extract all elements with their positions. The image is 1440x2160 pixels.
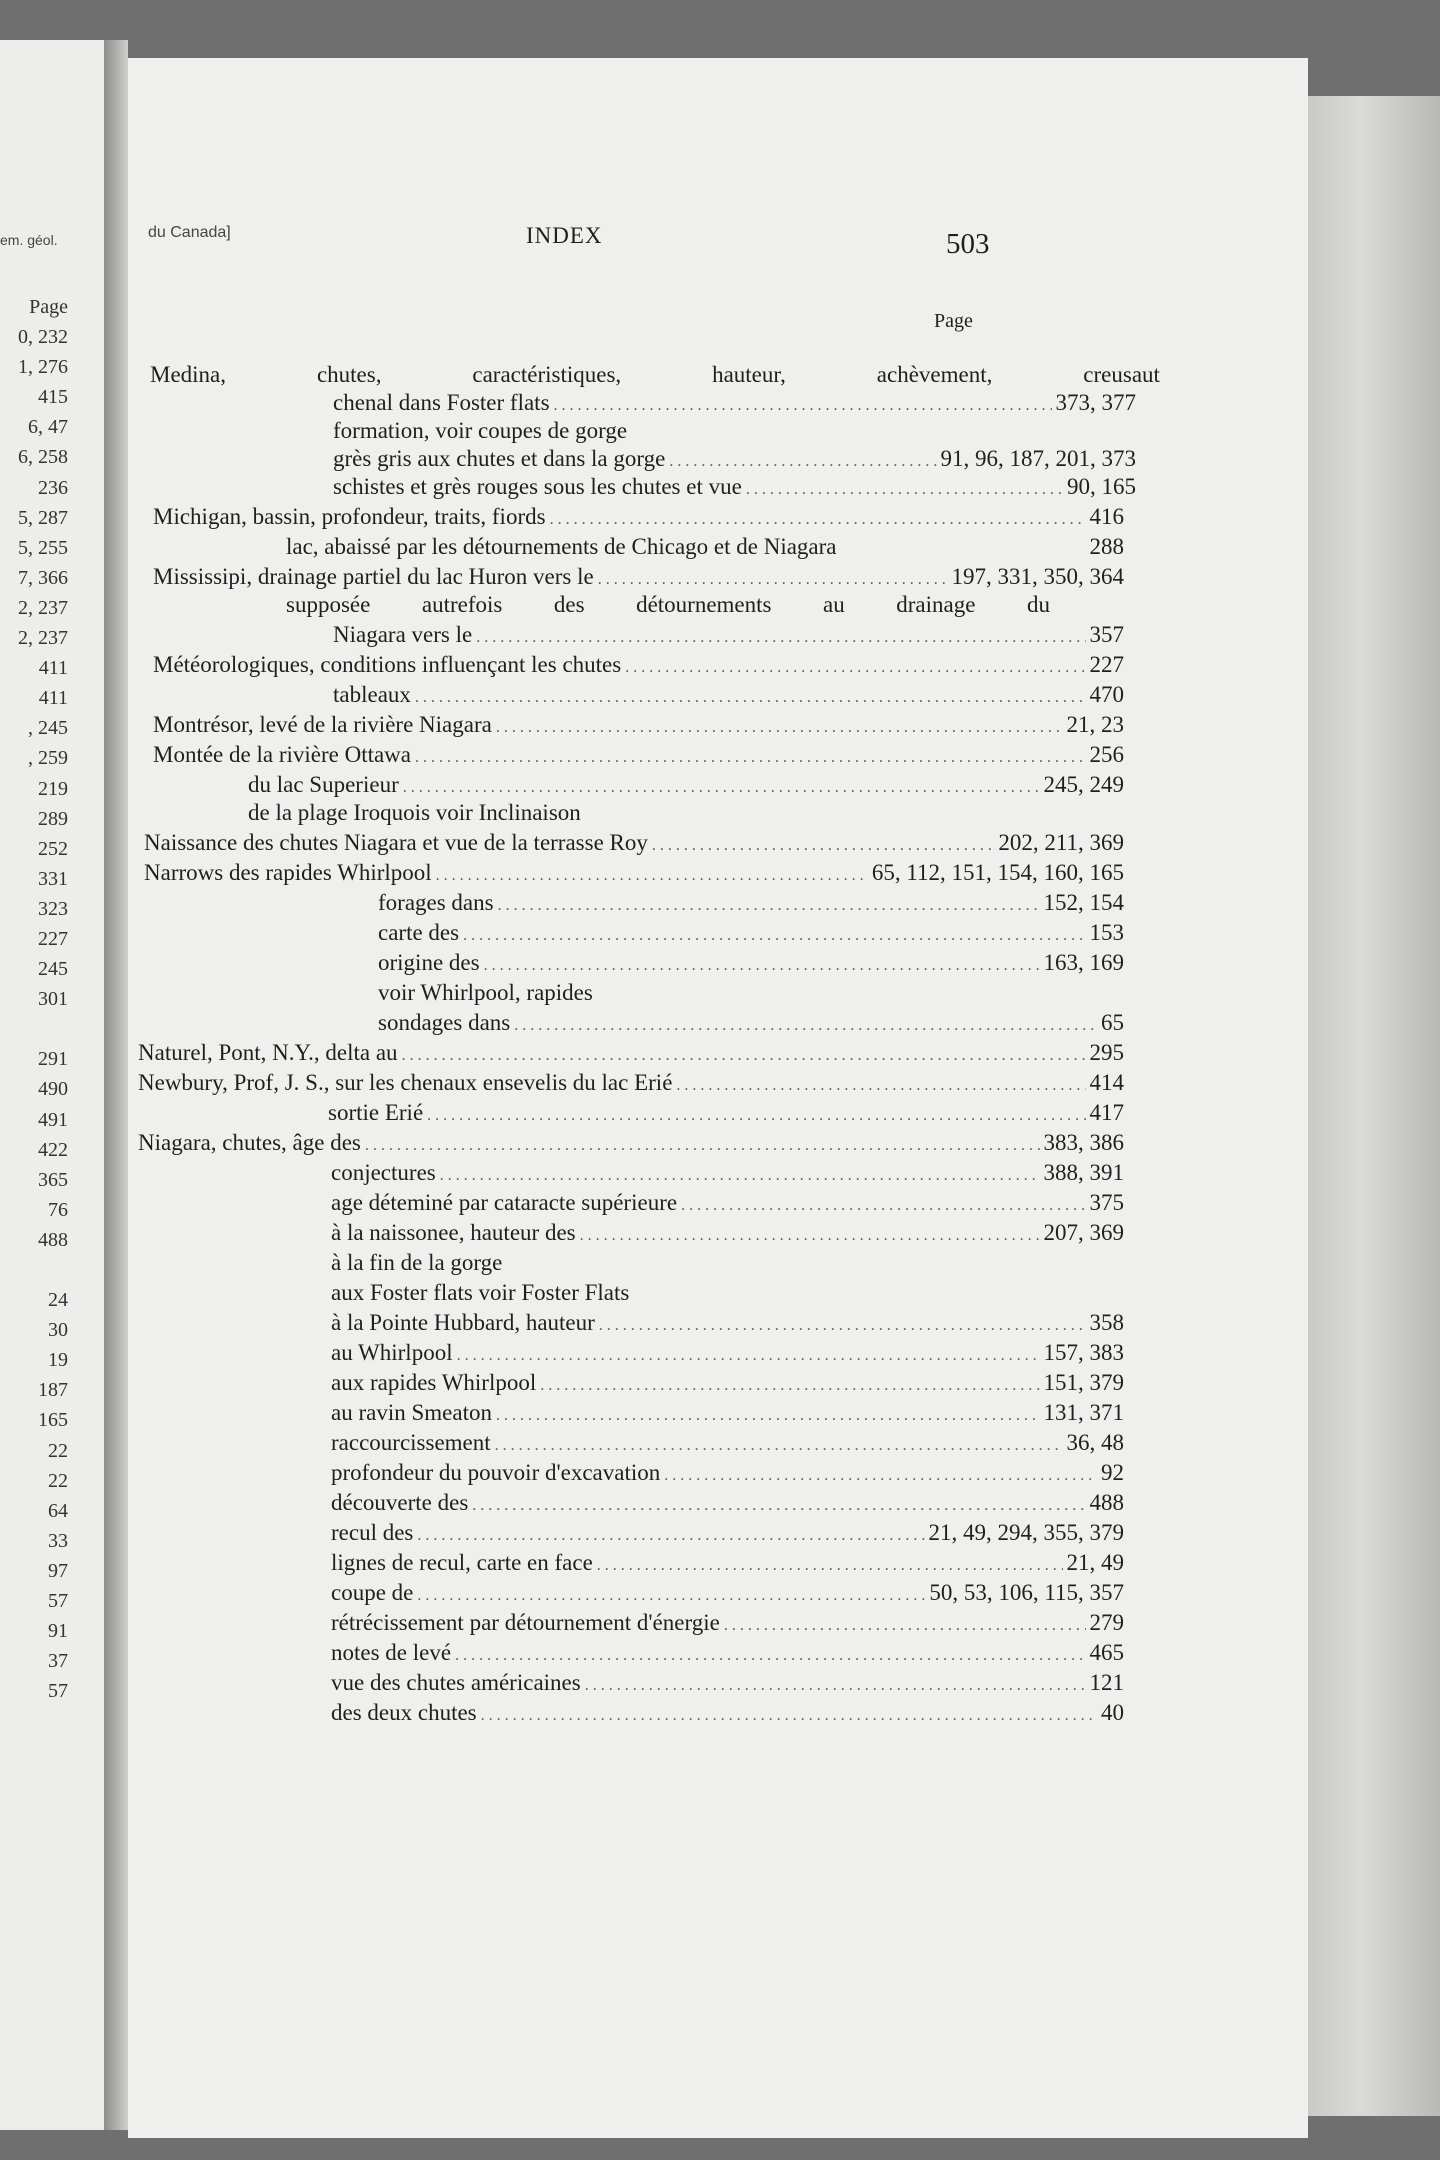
facing-page-number: 291 (38, 1048, 68, 1071)
facing-page-number: 490 (38, 1078, 68, 1101)
dot-leader (463, 921, 1085, 951)
facing-page-number: 6, 258 (18, 446, 68, 469)
facing-page-number: 331 (38, 867, 68, 890)
dot-leader (455, 1641, 1085, 1671)
index-entry (138, 1068, 1124, 1098)
index-entry-term: Narrows des rapides Whirlpool (144, 860, 432, 885)
index-entry (153, 650, 1124, 680)
index-entry (248, 798, 1124, 828)
facing-page-number: 76 (48, 1198, 68, 1221)
index-entry-pages: 197, 331, 350, 364 (951, 564, 1124, 589)
index-entry-pages: 36, 48 (1066, 1430, 1124, 1455)
facing-page-number: 97 (48, 1559, 68, 1582)
index-entry (331, 1428, 1124, 1458)
index-entry (378, 1008, 1124, 1038)
index-entry-term: à la fin de la gorge (331, 1250, 503, 1275)
index-entry-pages: 470 (1089, 682, 1124, 707)
facing-page-number: 57 (48, 1680, 68, 1703)
dot-leader (599, 1311, 1086, 1341)
index-entry-pages: 21, 49 (1066, 1550, 1124, 1575)
index-entry-term: à la Pointe Hubbard, hauteur (331, 1310, 595, 1335)
index-entry-term: raccourcissement (331, 1430, 491, 1455)
dot-leader (436, 861, 868, 891)
index-entry (333, 388, 1136, 418)
index-entry-term: profondeur du pouvoir d'excavation (331, 1460, 661, 1485)
facing-page-number: 30 (48, 1319, 68, 1342)
index-entry (331, 1488, 1124, 1518)
index-entry (333, 416, 1136, 446)
facing-page-number: 24 (48, 1289, 68, 1312)
facing-page-number: 57 (48, 1590, 68, 1613)
dot-leader (496, 713, 1063, 743)
facing-page-number: 165 (38, 1409, 68, 1432)
index-entry (333, 680, 1124, 710)
dot-leader (427, 1101, 1085, 1131)
index-page (128, 58, 1308, 2138)
index-entry (286, 532, 1124, 562)
index-entry (378, 888, 1124, 918)
index-entry-term: conjectures (331, 1160, 436, 1185)
index-entry-term: origine des (378, 950, 480, 975)
facing-page-number: 301 (38, 988, 68, 1011)
index-entry-pages: 202, 211, 369 (998, 830, 1124, 855)
index-entry (138, 1038, 1124, 1068)
index-entry-term: Montrésor, levé de la rivière Niagara (153, 712, 492, 737)
running-head-left: du Canada] (148, 224, 231, 241)
index-entry-term: coupe de (331, 1580, 414, 1605)
index-entry-term: age déteminé par cataracte supérieure (331, 1190, 678, 1215)
index-entry-pages: 388, 391 (1043, 1160, 1124, 1185)
facing-page-number (18, 1255, 68, 1285)
index-entry (153, 502, 1124, 532)
dot-leader (498, 891, 1040, 921)
index-entry (331, 1308, 1124, 1338)
facing-page-page-numbers (18, 296, 68, 1706)
page-title: INDEX (526, 223, 603, 248)
index-entry (331, 1158, 1124, 1188)
index-entry-term: lac, abaissé par les détournements de Chicago et de Niagara (286, 534, 837, 559)
dot-leader (580, 1221, 1040, 1251)
index-entry (144, 858, 1124, 888)
facing-page-header: em. géol. (0, 232, 58, 248)
dot-leader (724, 1611, 1086, 1641)
facing-page-number: 289 (38, 807, 68, 830)
index-entry (331, 1248, 1124, 1278)
index-entry-term: Niagara, chutes, âge des (138, 1130, 361, 1155)
index-entry-pages: 153 (1089, 920, 1124, 945)
facing-page-number: 491 (38, 1108, 68, 1131)
dot-leader (481, 1701, 1097, 1731)
index-entry-term: à la naissonee, hauteur des (331, 1220, 576, 1245)
index-entry-pages: 358 (1089, 1310, 1124, 1335)
dot-leader (514, 1011, 1097, 1041)
dot-leader (495, 1431, 1063, 1461)
index-entry (286, 590, 1050, 620)
index-entry-term: grès gris aux chutes et dans la gorge (333, 446, 666, 471)
dot-leader (417, 1521, 924, 1551)
facing-page-number: 7, 366 (18, 566, 68, 589)
facing-page-number: 19 (48, 1349, 68, 1372)
index-entry (331, 1338, 1124, 1368)
index-entry (331, 1458, 1124, 1488)
page-column-label: Page (934, 310, 973, 332)
index-entry-term: carte des (378, 920, 460, 945)
index-entry (331, 1218, 1124, 1248)
index-entry-term: de la plage Iroquois voir Inclinaison (248, 800, 581, 825)
index-entry (333, 472, 1136, 502)
index-entry (153, 562, 1124, 592)
facing-page-number: 323 (38, 897, 68, 920)
index-entry (331, 1578, 1124, 1608)
index-entry-pages: 157, 383 (1043, 1340, 1124, 1365)
facing-page-number: 33 (48, 1529, 68, 1552)
facing-page-number: 252 (38, 837, 68, 860)
dot-leader (597, 1551, 1063, 1581)
dot-leader (402, 1041, 1086, 1071)
index-entry (331, 1698, 1124, 1728)
index-entry (150, 360, 1160, 390)
facing-page-number: 236 (38, 476, 68, 499)
dot-leader (415, 683, 1086, 713)
dot-leader (440, 1161, 1040, 1191)
index-entry-pages: 256 (1089, 742, 1124, 767)
dot-leader (476, 623, 1085, 653)
index-entry (331, 1518, 1124, 1548)
index-entry-term: Niagara vers le (333, 622, 473, 647)
dot-leader (625, 653, 1085, 683)
index-entry (153, 710, 1124, 740)
index-entry-term: aux rapides Whirlpool (331, 1370, 537, 1395)
facing-page-number: 365 (38, 1168, 68, 1191)
index-entry-pages: 488 (1089, 1490, 1124, 1515)
dot-leader (415, 743, 1086, 773)
index-entry-pages: 131, 371 (1043, 1400, 1124, 1425)
facing-page-number: 245 (38, 958, 68, 981)
page-number: 503 (946, 228, 990, 260)
book-gutter (104, 40, 128, 2130)
index-entry-term: découverte des (331, 1490, 469, 1515)
facing-page-number: 422 (38, 1138, 68, 1161)
facing-page-number: 411 (38, 657, 68, 680)
index-entry (378, 978, 1124, 1008)
facing-page-number: 2, 237 (18, 627, 68, 650)
page-edge (1308, 96, 1440, 2116)
index-entry (331, 1608, 1124, 1638)
index-entry-pages: 65, 112, 151, 154, 160, 165 (871, 860, 1124, 885)
index-entry-term: Naissance des chutes Niagara et vue de la terrasse Roy (144, 830, 648, 855)
index-entry-pages: 65 (1101, 1010, 1124, 1035)
index-entry-term: au Whirlpool (331, 1340, 453, 1365)
dot-leader (664, 1461, 1097, 1491)
index-entry-term: notes de levé (331, 1640, 452, 1665)
dot-leader (550, 505, 1086, 535)
index-entry-pages: 151, 379 (1043, 1370, 1124, 1395)
index-entry-term: recul des (331, 1520, 414, 1545)
index-entry-term: Montée de la rivière Ottawa (153, 742, 411, 767)
index-entry-pages: 152, 154 (1043, 890, 1124, 915)
index-entry-term: Météorologiques, conditions influençant les chutes (153, 652, 622, 677)
index-entry-pages: 21, 23 (1066, 712, 1124, 737)
index-entry-term: au ravin Smeaton (331, 1400, 492, 1425)
facing-page (0, 40, 104, 2130)
index-entry-term: Newbury, Prof, J. S., sur les chenaux ensevelis du lac Erié (138, 1070, 673, 1095)
index-entry (331, 1278, 1124, 1308)
index-entry-pages: 92 (1101, 1460, 1124, 1485)
index-entry (331, 1548, 1124, 1578)
index-entry-pages: 40 (1101, 1700, 1124, 1725)
index-entry-term: tableaux (333, 682, 411, 707)
dot-leader (676, 1071, 1085, 1101)
facing-page-number: 5, 255 (18, 536, 68, 559)
index-entry-pages: 295 (1089, 1040, 1124, 1065)
index-entry-pages: 207, 369 (1043, 1220, 1124, 1245)
index-entry-pages: 416 (1089, 504, 1124, 529)
index-entry-term: des deux chutes (331, 1700, 477, 1725)
index-entry-term: supposée autrefois des détournements au drainage du (286, 592, 1050, 617)
facing-page-number: 411 (38, 687, 68, 710)
index-entry (328, 1098, 1124, 1128)
index-entry-pages: 417 (1089, 1100, 1124, 1125)
index-entry-term: rétrécissement par détournement d'énergie (331, 1610, 720, 1635)
dot-leader (585, 1671, 1086, 1701)
dot-leader (746, 475, 1063, 505)
index-entry-term: sondages dans (378, 1010, 511, 1035)
index-entry (248, 770, 1124, 800)
index-entry-pages: 288 (1089, 534, 1124, 559)
facing-page-number: 6, 47 (28, 416, 68, 439)
index-entry-pages: 279 (1089, 1610, 1124, 1635)
index-entry-pages: 373, 377 (1055, 390, 1136, 415)
facing-page-number: 22 (48, 1439, 68, 1462)
facing-page-number (18, 1014, 68, 1044)
index-entry-term: Medina, chutes, caractéristiques, hauteur, achèvement, creusaut (150, 362, 1160, 387)
index-entry-pages: 465 (1089, 1640, 1124, 1665)
index-entry (331, 1188, 1124, 1218)
index-entry-term: lignes de recul, carte en face (331, 1550, 593, 1575)
index-entry-pages: 90, 165 (1067, 474, 1136, 499)
index-entry-pages: 357 (1089, 622, 1124, 647)
index-entry-term: formation, voir coupes de gorge (333, 418, 628, 443)
index-entry (333, 620, 1124, 650)
facing-page-number: 22 (48, 1469, 68, 1492)
index-entry-term: schistes et grès rouges sous les chutes et vue (333, 474, 742, 499)
dot-leader (496, 1401, 1040, 1431)
dot-leader (652, 831, 994, 861)
index-entry-term: Michigan, bassin, profondeur, traits, fiords (153, 504, 546, 529)
index-entry (144, 828, 1124, 858)
dot-leader (484, 951, 1040, 981)
index-entry-term: voir Whirlpool, rapides (378, 980, 593, 1005)
facing-page-number: 488 (38, 1228, 68, 1251)
dot-leader (365, 1131, 1040, 1161)
facing-page-number: 1, 276 (18, 356, 68, 379)
index-entry-term: aux Foster flats voir Foster Flats (331, 1280, 630, 1305)
dot-leader (417, 1581, 925, 1611)
index-entry (331, 1368, 1124, 1398)
facing-page-label: Page (29, 296, 68, 318)
index-entry-term: Naturel, Pont, N.Y., delta au (138, 1040, 398, 1065)
dot-leader (540, 1371, 1039, 1401)
dot-leader (681, 1191, 1085, 1221)
index-entry-term: chenal dans Foster flats (333, 390, 550, 415)
facing-page-number: 219 (38, 777, 68, 800)
index-entry-term: vue des chutes américaines (331, 1670, 581, 1695)
facing-page-number: 187 (38, 1379, 68, 1402)
index-entry-pages: 227 (1089, 652, 1124, 677)
facing-page-number: 37 (48, 1650, 68, 1673)
index-entry (138, 1128, 1124, 1158)
index-entry (333, 444, 1136, 474)
index-entry-pages: 375 (1089, 1190, 1124, 1215)
dot-leader (472, 1491, 1085, 1521)
facing-page-number: , 245 (28, 717, 68, 740)
facing-page-number: 2, 237 (18, 596, 68, 619)
index-entry-pages: 163, 169 (1043, 950, 1124, 975)
index-entry (378, 918, 1124, 948)
facing-page-number: 415 (38, 386, 68, 409)
index-entry-term: forages dans (378, 890, 494, 915)
index-entry-pages: 414 (1089, 1070, 1124, 1095)
facing-page-number: 64 (48, 1499, 68, 1522)
index-entry-term: sortie Erié (328, 1100, 424, 1125)
facing-page-number: 91 (48, 1620, 68, 1643)
index-entry (153, 740, 1124, 770)
index-entry-pages: 50, 53, 106, 115, 357 (929, 1580, 1124, 1605)
dot-leader (457, 1341, 1040, 1371)
index-entry-term: Mississipi, drainage partiel du lac Huron vers le (153, 564, 594, 589)
index-entry-pages: 245, 249 (1043, 772, 1124, 797)
facing-page-number: , 259 (28, 747, 68, 770)
index-entry (331, 1638, 1124, 1668)
index-entry-term: du lac Superieur (248, 772, 399, 797)
facing-page-number: 227 (38, 927, 68, 950)
index-entry-pages: 21, 49, 294, 355, 379 (928, 1520, 1124, 1545)
index-entry (331, 1668, 1124, 1698)
index-entry (378, 948, 1124, 978)
index-entry-pages: 121 (1089, 1670, 1124, 1695)
index-entry-pages: 91, 96, 187, 201, 373 (940, 446, 1136, 471)
facing-page-number: 0, 232 (18, 326, 68, 349)
index-entry-pages: 383, 386 (1043, 1130, 1124, 1155)
index-entry (331, 1398, 1124, 1428)
facing-page-number: 5, 287 (18, 506, 68, 529)
